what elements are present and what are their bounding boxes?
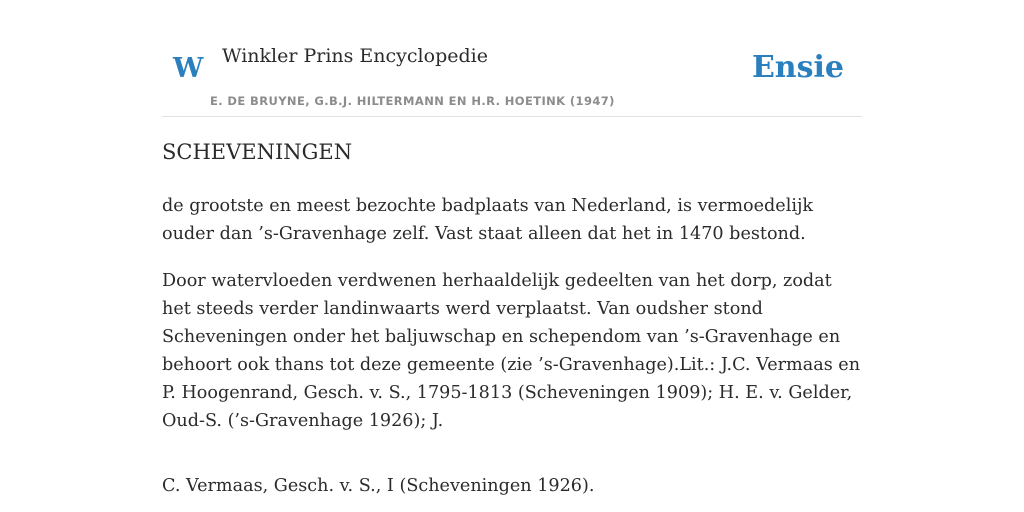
site-header: [162, 0, 862, 117]
publication-authors: E. DE BRUYNE, G.B.J. HILTERMANN EN H.R. HOETINK (1947): [210, 94, 615, 108]
winkler-prins-logo[interactable]: W: [173, 53, 204, 84]
article-body: [162, 192, 862, 512]
page: [162, 0, 862, 496]
ensie-logo[interactable]: Ensie: [751, 50, 844, 85]
article-paragraph: Door watervloeden verdwenen herhaaldelijk gedeelten van het dorp, zodat het steeds verder landinwaarts werd verplaatst. Van oudsher stond Scheveningen onder het baljuwschap en schependom van ’s-Gravenhage en behoort ook thans tot deze gemeente (zie ’s-Gravenhage).Lit.: J.C. Vermaas en P. Hoogenrand, Gesch. v. S., 1795-1813 (Scheveningen 1909); H. E. v. Gelder, Oud-S. (’s-Gravenhage 1926); J.: [162, 271, 861, 431]
entry-title: SCHEVENINGEN: [162, 140, 353, 164]
publication-title[interactable]: Winkler Prins Encyclopedie: [222, 45, 488, 67]
article-paragraph: C. Vermaas, Gesch. v. S., I (Scheveningen 1926).: [162, 476, 595, 496]
article-paragraph: de grootste en meest bezochte badplaats van Nederland, is vermoedelijk ouder dan ’s-Gravenhage zelf. Vast staat alleen dat het in 1470 bestond.: [162, 196, 814, 244]
